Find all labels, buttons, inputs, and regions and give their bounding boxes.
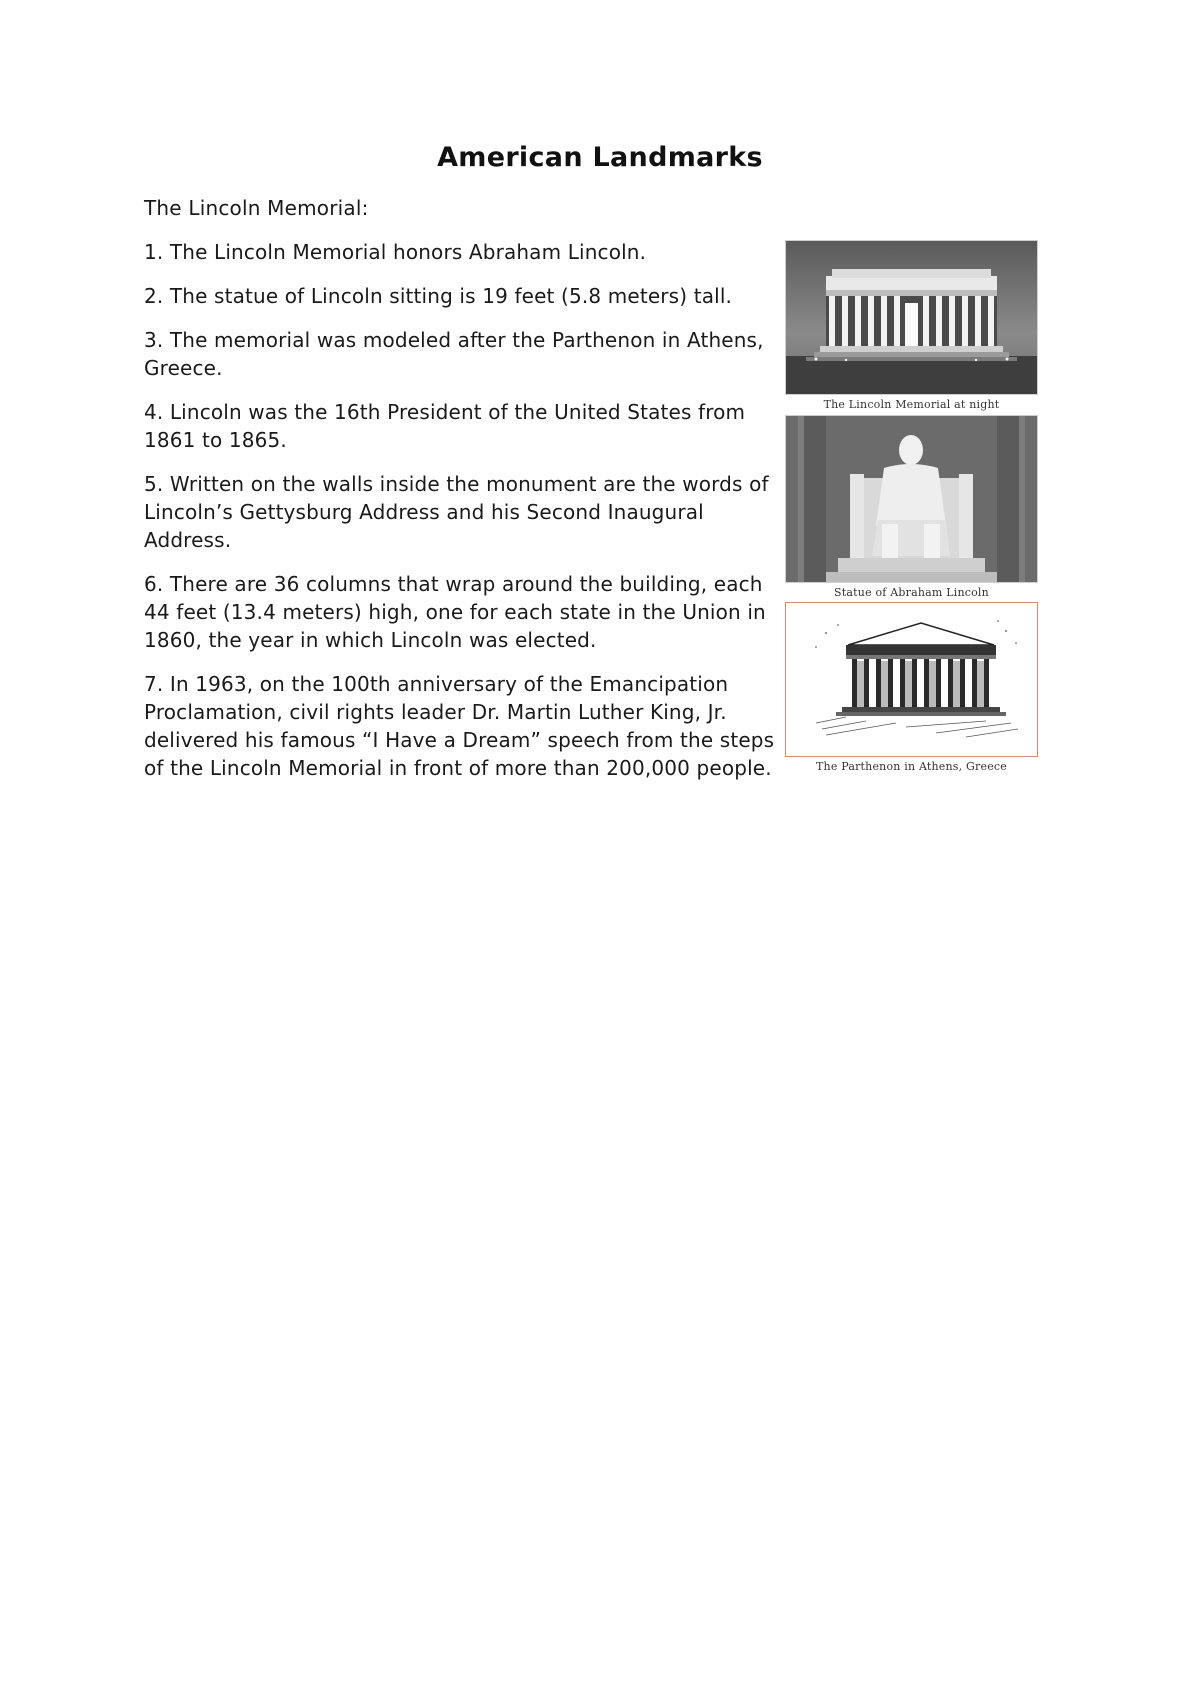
section-heading: The Lincoln Memorial: (144, 196, 369, 220)
fact-item: 6. There are 36 columns that wrap around the building, each 44 feet (13.4 meters) high, one for each state in the Union in 1860, the year in which Lincoln was elected. (144, 572, 766, 652)
fact-item: 2. The statue of Lincoln sitting is 19 feet (5.8 meters) tall. (144, 284, 733, 308)
figure-caption: The Lincoln Memorial at night (823, 398, 1000, 411)
fact-item: 4. Lincoln was the 16th President of the United States from 1861 to 1865. (144, 400, 746, 452)
figure-lincoln-memorial (785, 240, 1038, 411)
lincoln-memorial-night-photo (785, 240, 1038, 395)
lincoln-statue-photo (785, 415, 1038, 583)
page-title: American Landmarks (437, 142, 763, 173)
figure-caption: Statue of Abraham Lincoln (834, 586, 989, 599)
fact-item: 1. The Lincoln Memorial honors Abraham Lincoln. (144, 240, 647, 264)
figure-caption: The Parthenon in Athens, Greece (816, 760, 1007, 773)
fact-item: 3. The memorial was modeled after the Parthenon in Athens, Greece. (144, 328, 764, 380)
parthenon-engraving (785, 602, 1038, 757)
fact-item: 7. In 1963, on the 100th anniversary of the Emancipation Proclamation, civil rights leader Dr. Martin Luther King, Jr. delivered his famous “I Have a Dream” speech from the steps of the Lincoln Memorial in front of more than 200,000 people. (144, 672, 775, 780)
fact-item: 5. Written on the walls inside the monument are the words of Lincoln’s Gettysburg Address and his Second Inaugural Address. (144, 472, 769, 552)
figure-lincoln-statue (785, 415, 1038, 599)
figure-parthenon (785, 602, 1038, 773)
